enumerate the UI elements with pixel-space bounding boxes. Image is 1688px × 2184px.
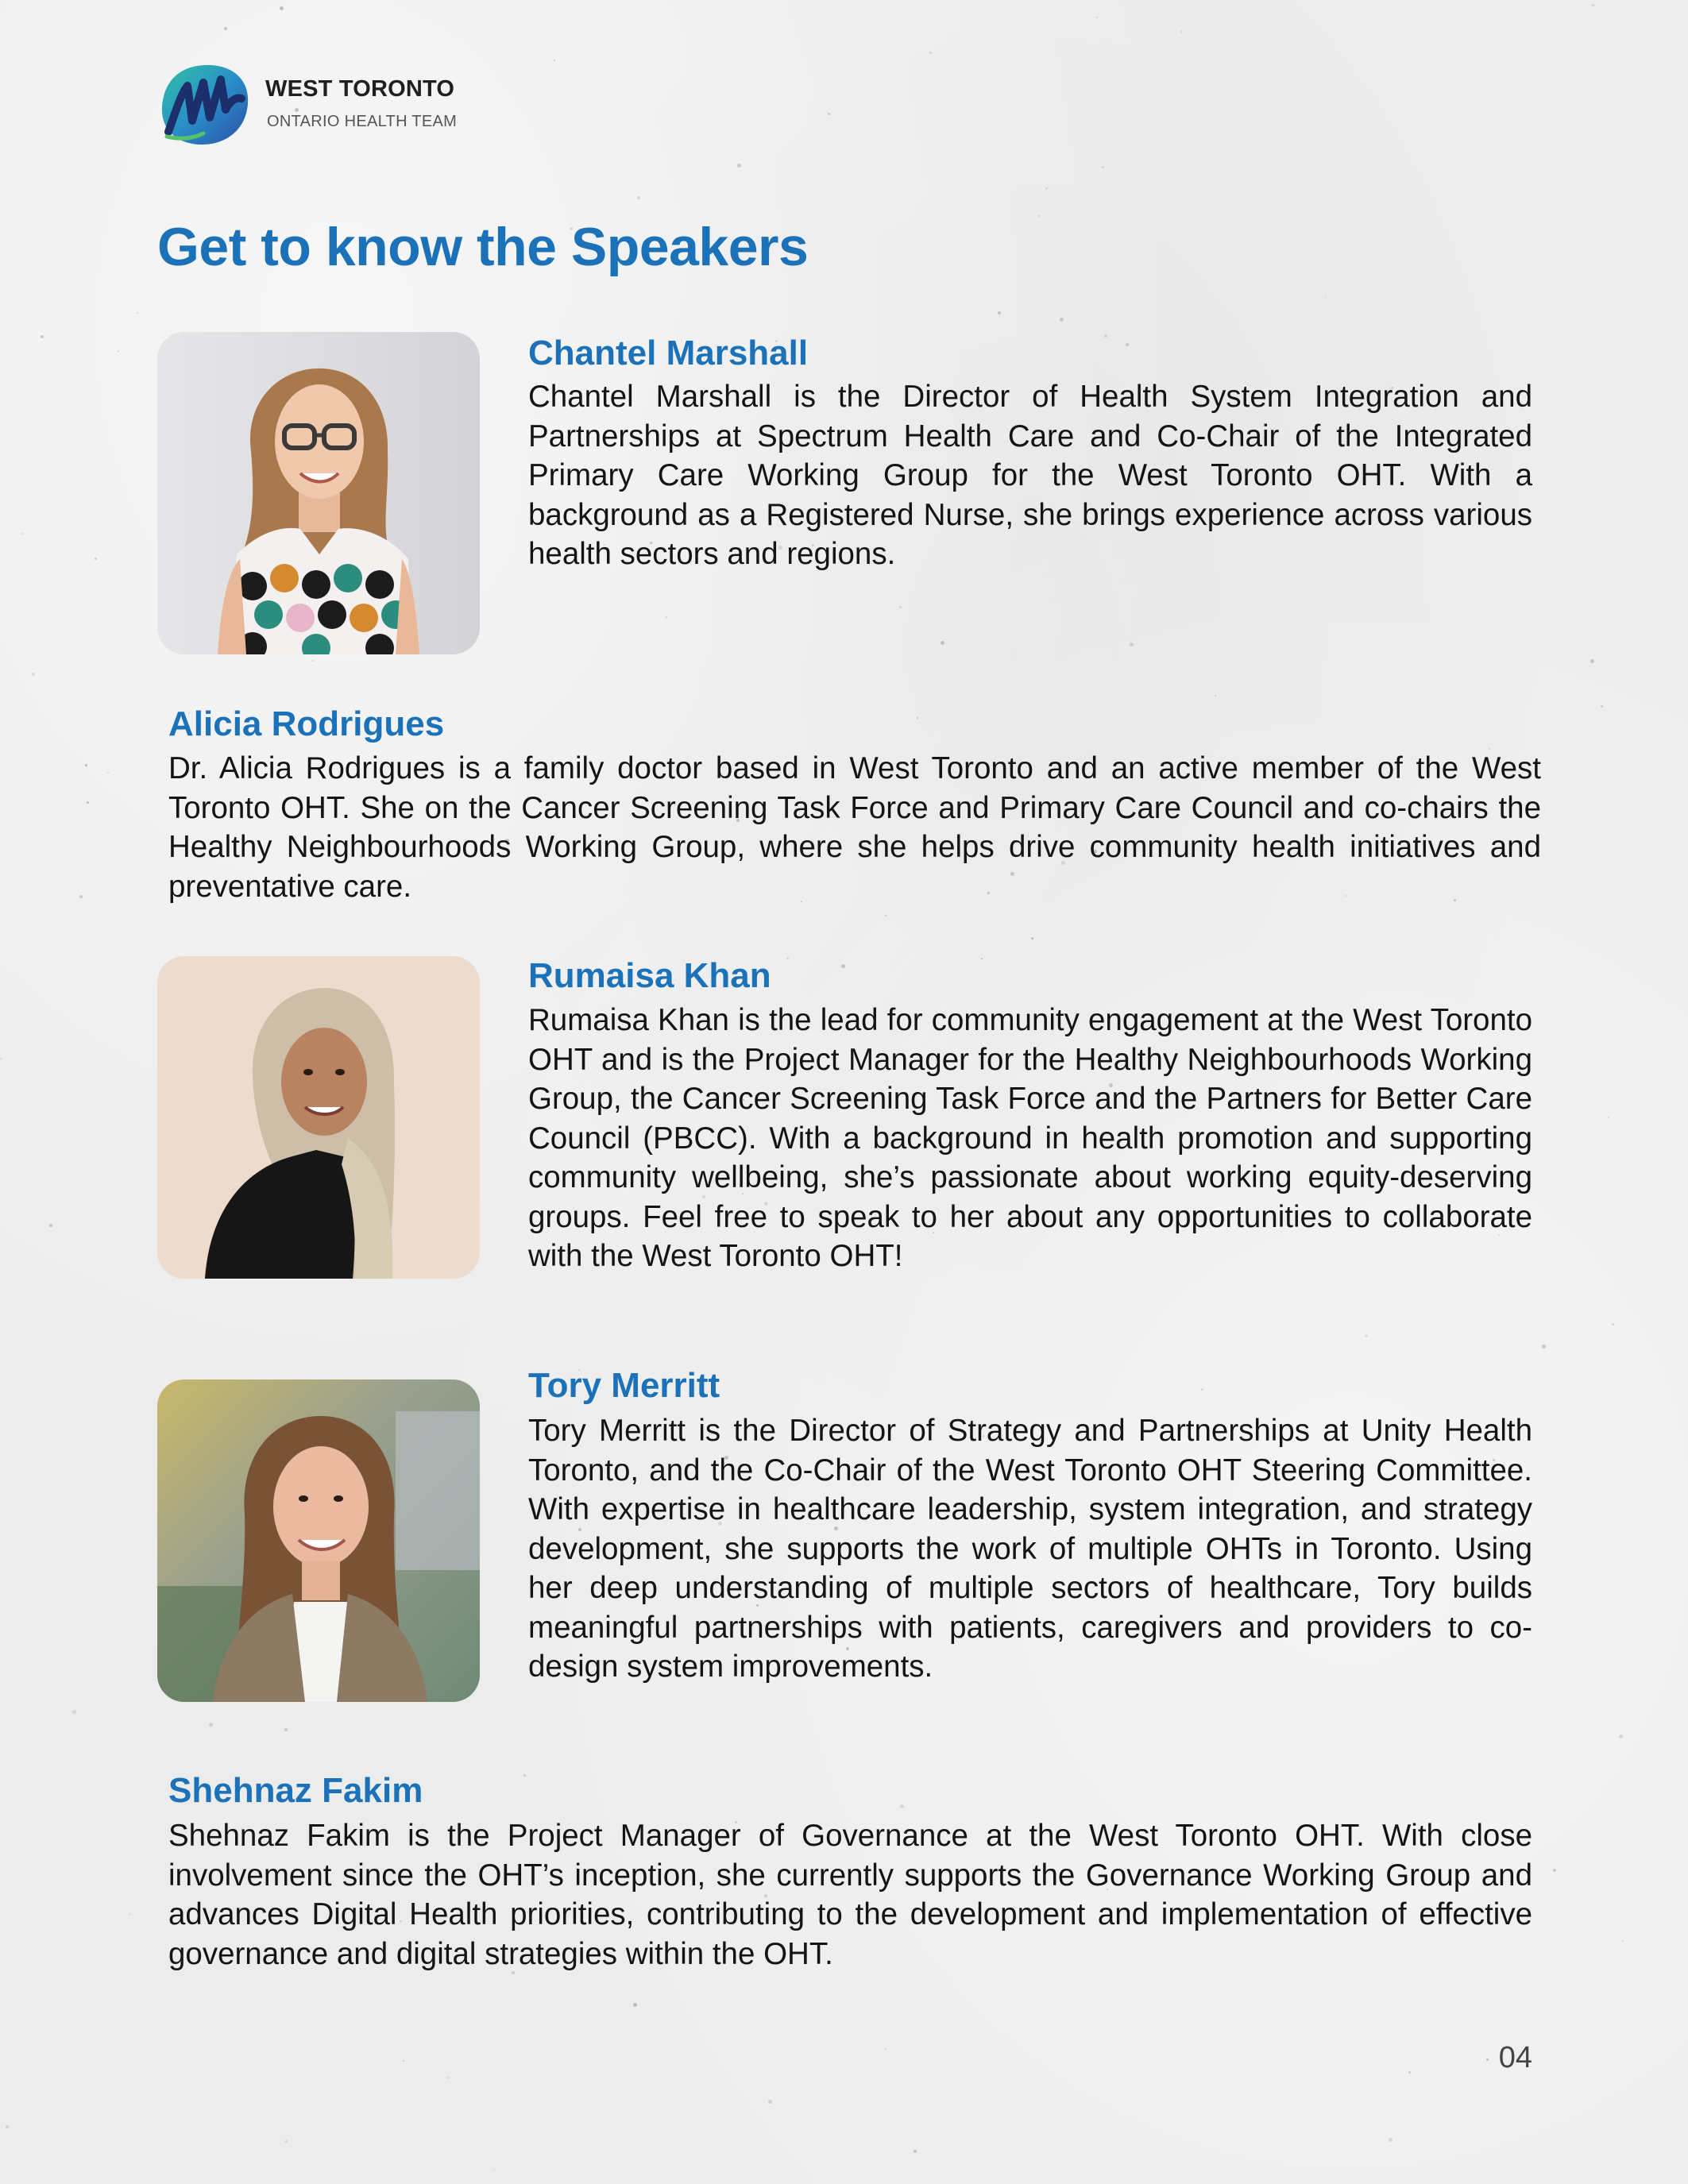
paper-speck — [72, 1710, 76, 1714]
page-title: Get to know the Speakers — [157, 217, 809, 277]
paper-speck — [1038, 215, 1040, 217]
paper-speck — [1031, 937, 1033, 940]
west-toronto-oht-logo-icon — [157, 62, 251, 148]
paper-speck — [1590, 659, 1594, 663]
paper-speck — [885, 915, 886, 916]
paper-speck — [295, 108, 299, 112]
paper-speck — [87, 801, 89, 804]
speaker-bio-tory-merritt: Tory Merritt is the Director of Strategy and Partnerships at Unity Health Toronto, and the Co-Chair of the West Toronto OHT Steering Committee. With expertise in healthcare leadership, system integration, and strategy development, she supports the work of multiple OHTs in Toronto. Using her deep understanding of multiple sectors of healthcare, Tory builds meaningful partnerships with patients, caregivers and providers to co-design system improvements. — [528, 1414, 1532, 1684]
page-number: 04 — [1498, 2041, 1532, 2074]
paper-speck — [1408, 2071, 1411, 2074]
paper-speck — [1060, 318, 1064, 322]
speaker-name-shehnaz-fakim: Shehnaz Fakim — [168, 1771, 423, 1810]
speaker-name-tory-merritt: Tory Merritt — [528, 1366, 720, 1405]
paper-speck — [1215, 695, 1216, 696]
paper-speck — [768, 2100, 772, 2104]
speaker-bio-rumaisa-khan: Rumaisa Khan is the lead for community engagement at the West Toronto OHT and is the Project Manager for the Healthy Neighbourhoods Working Group, the Cancer Screening Task Force and the Partners for Better Care Council (PBCC). With a background in health promotion and supporting community wellbeing, she’s passionate about working equity-deserving groups. Feel free to speak to her about any opportunities to collaborate with the West Toronto OHT! — [528, 1003, 1532, 1273]
paper-speck — [1622, 1940, 1624, 1942]
speaker-photo-rumaisa-khan — [157, 956, 480, 1279]
paper-speck — [929, 52, 932, 54]
paper-speck — [1389, 2138, 1393, 2142]
paper-speck — [1365, 1334, 1368, 1337]
paper-speck — [885, 2048, 886, 2050]
paper-speck — [284, 1728, 288, 1731]
speaker-photo-tory-merritt — [157, 1379, 480, 1702]
paper-speck — [637, 196, 640, 199]
paper-speck — [280, 6, 284, 10]
paper-speck — [312, 660, 314, 662]
paper-speck — [633, 2003, 637, 2007]
speaker-bio-shehnaz-fakim: Shehnaz Fakim is the Project Manager of Governance at the West Toronto OHT. With close involvement since the OHT’s inception, she currently supports the Governance Working Group and advances Digital Health priorities, contributing to the development and implementation of effective governance and digital strategies within the OHT. — [168, 1819, 1532, 1971]
paper-speck — [828, 113, 830, 115]
speaker-bio-alicia-rodrigues: Dr. Alicia Rodrigues is a family doctor based in West Toronto and an active member of the West Toronto OHT. She on the Cancer Screening Task Force and Primary Care Council and co-chairs the Healthy Neighbourhoods Working Group, where she helps drive community health initiatives and preventative care. — [168, 751, 1541, 904]
paper-speck — [85, 764, 87, 766]
paper-speck — [107, 772, 109, 774]
paper-speck — [1612, 1323, 1614, 1325]
brand-subtitle: ONTARIO HEALTH TEAM — [267, 113, 458, 130]
paper-speck — [22, 533, 24, 534]
paper-speck — [737, 164, 741, 168]
paper-speck — [1096, 17, 1098, 18]
paper-speck — [285, 2140, 288, 2143]
paper-speck — [1486, 2059, 1489, 2061]
speaker-name-alicia-rodrigues: Alicia Rodrigues — [168, 704, 445, 743]
paper-speck — [224, 27, 227, 30]
paper-speck — [1601, 705, 1603, 708]
speaker-name-rumaisa-khan: Rumaisa Khan — [528, 956, 771, 995]
paper-speck — [41, 335, 44, 338]
paper-speck — [1608, 1117, 1609, 1118]
paper-speck — [32, 673, 35, 676]
speaker-photo-chantel-marshall — [157, 332, 480, 654]
paper-speck — [914, 2150, 917, 2153]
paper-speck — [899, 606, 902, 608]
speaker-bio-chantel-marshall: Chantel Marshall is the Director of Health System Integration and Partnerships at Spectrum Health Care and Co-Chair of the Integrated Primary Care Working Group for the West Toronto OHT. With a background as a Registered Nurse, she brings experience across various health sectors and regions. — [528, 380, 1532, 571]
paper-speck — [0, 1058, 2, 1060]
paper-speck — [1130, 642, 1134, 646]
paper-speck — [446, 2077, 448, 2078]
paper-speck — [1592, 4, 1594, 6]
paper-speck — [49, 1224, 52, 1227]
paper-speck — [998, 311, 1001, 314]
paper-speck — [1102, 166, 1104, 168]
paper-speck — [137, 312, 138, 314]
paper-speck — [79, 895, 83, 898]
paper-speck — [118, 350, 119, 352]
paper-speck — [1180, 31, 1182, 33]
paper-speck — [1045, 187, 1048, 190]
paper-speck — [1553, 1869, 1556, 1872]
paper-speck — [1619, 1734, 1623, 1738]
paper-speck — [95, 558, 97, 560]
paper-speck — [1325, 296, 1327, 298]
speaker-name-chantel-marshall: Chantel Marshall — [528, 334, 809, 372]
paper-speck — [666, 616, 667, 618]
paper-speck — [493, 2169, 495, 2170]
paper-speck — [209, 1723, 213, 1727]
paper-speck — [1542, 1345, 1546, 1349]
paper-speck — [129, 1913, 130, 1915]
paper-speck — [941, 641, 944, 645]
paper-speck — [403, 2060, 404, 2062]
paper-speck — [6, 2125, 9, 2128]
brand-name: WEST TORONTO — [265, 76, 455, 102]
paper-speck — [554, 60, 555, 61]
